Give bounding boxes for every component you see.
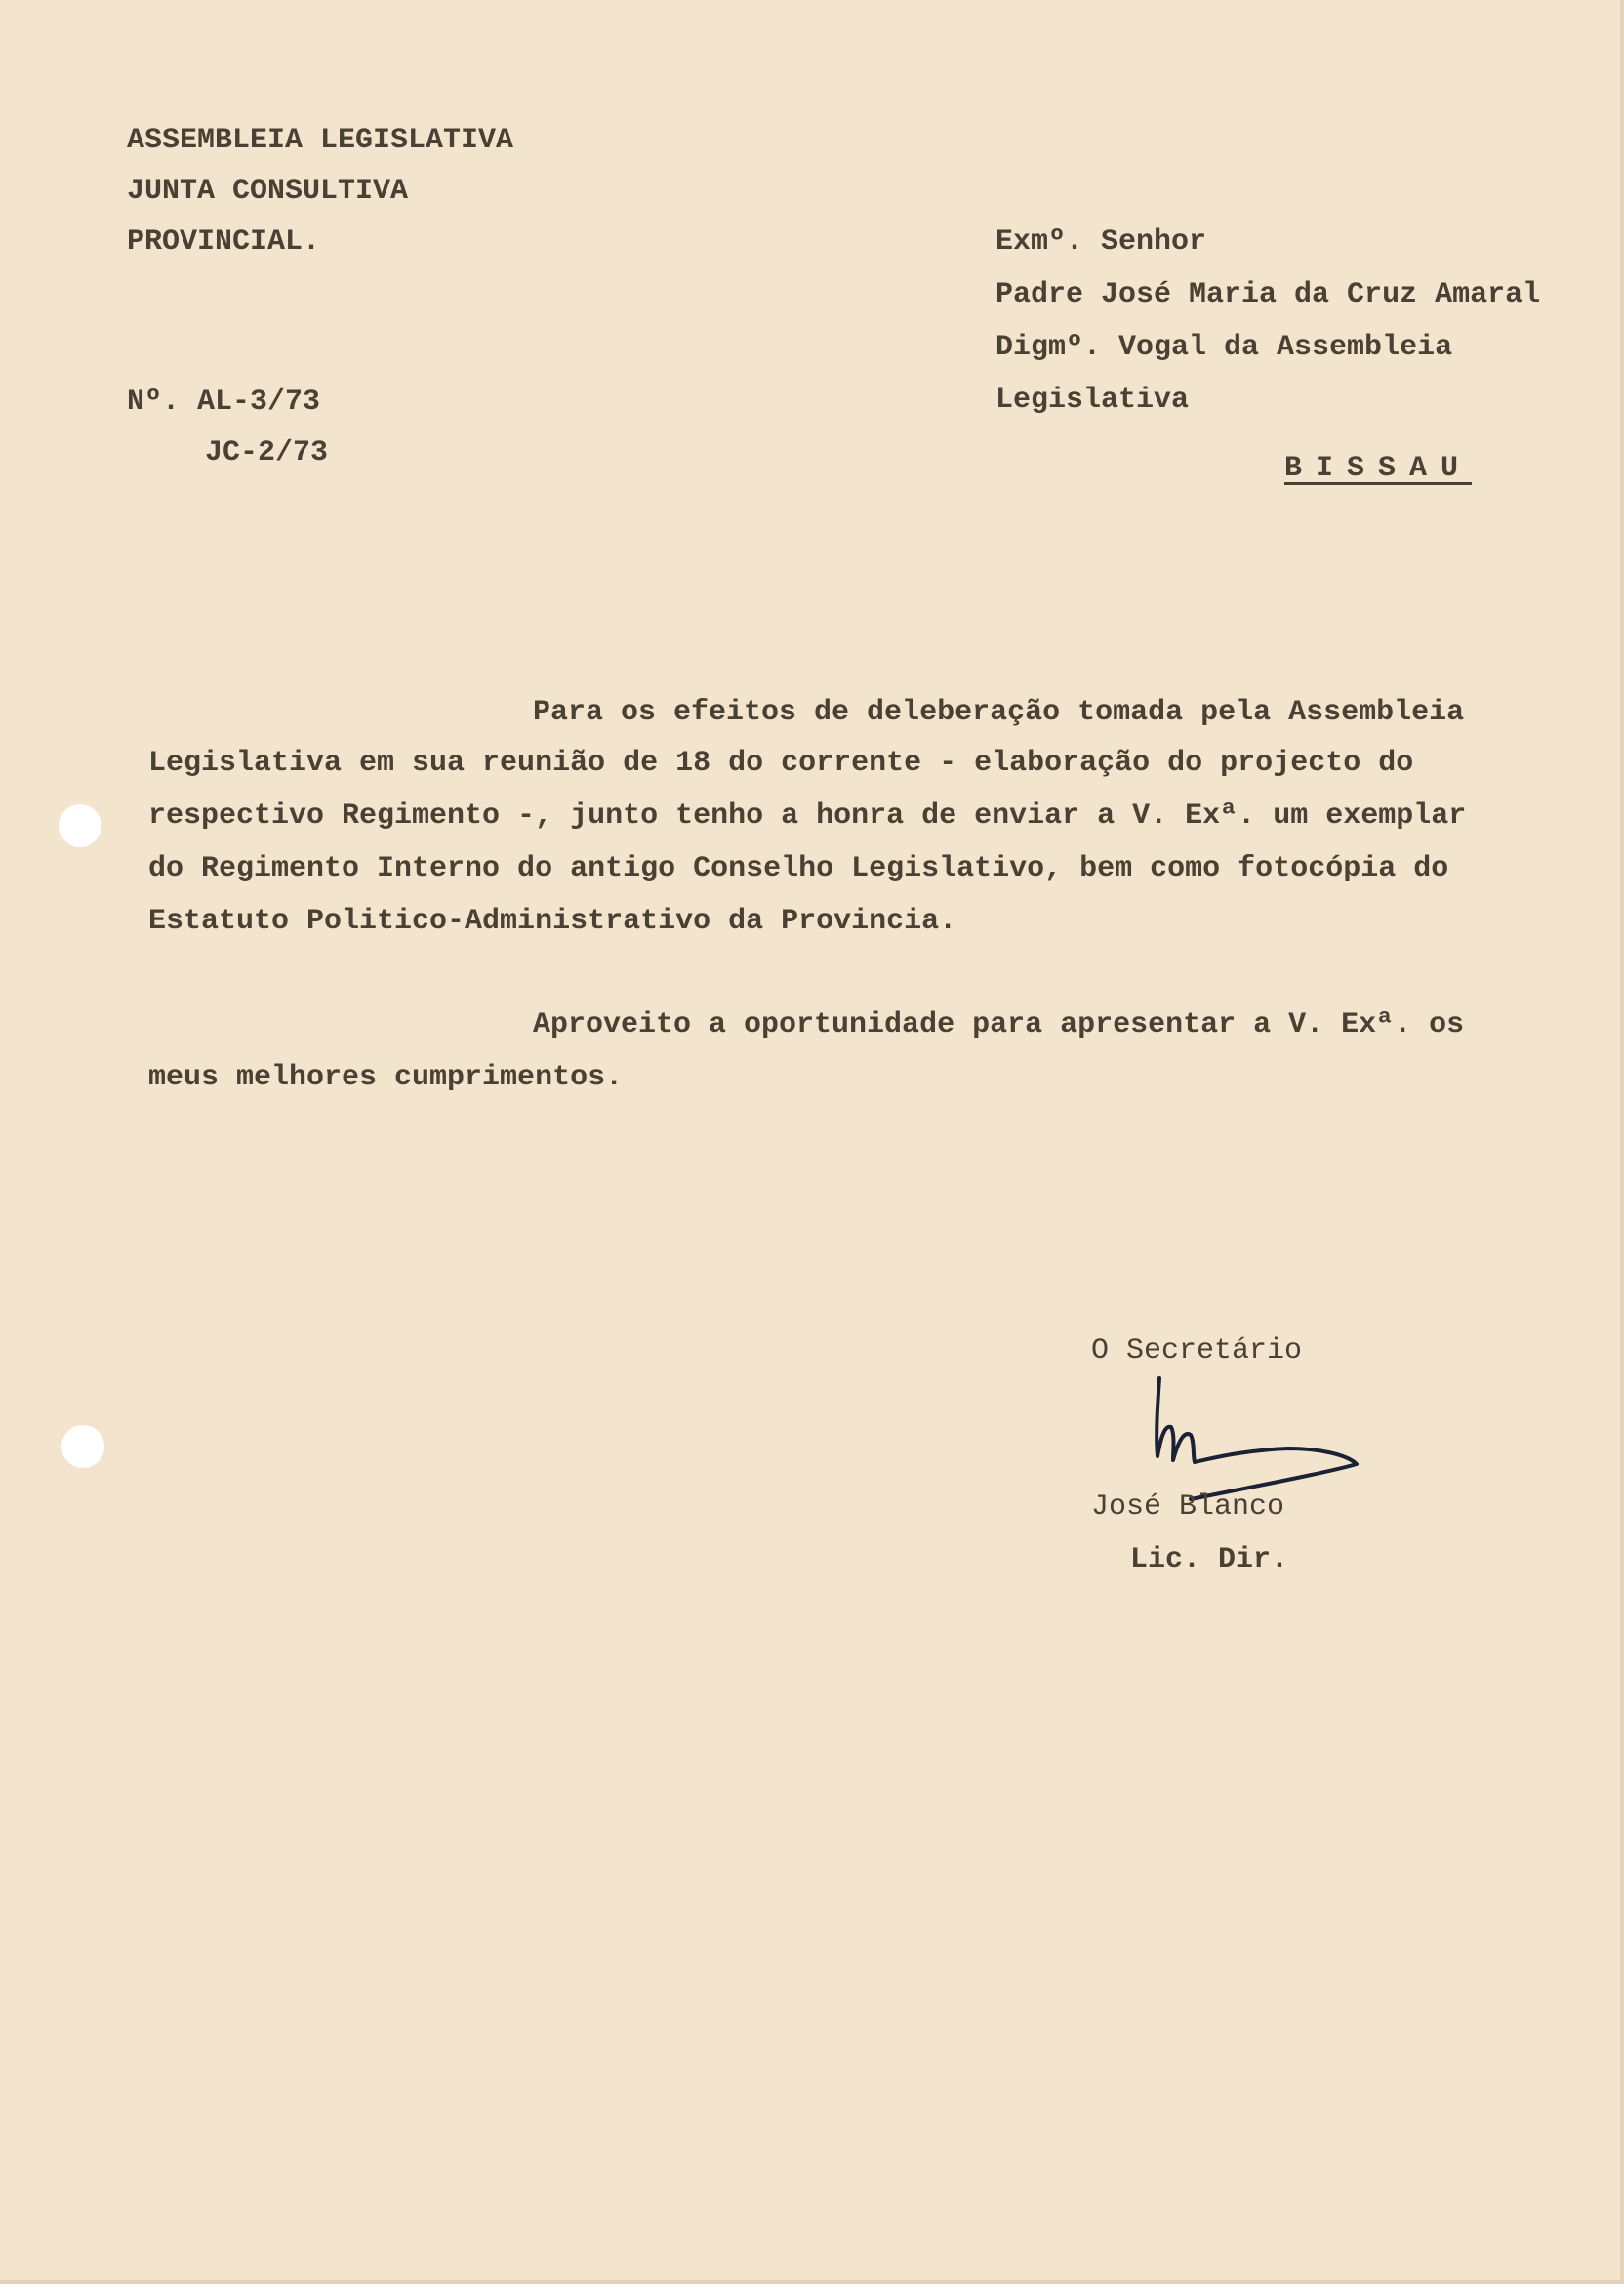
body-p2-line: meus melhores cumprimentos. [148,1061,624,1094]
body-p1-line: Legislativa em sua reunião de 18 do corrente - elaboração do projecto do [148,747,1414,780]
closing-role: O Secretário [1091,1334,1303,1367]
closing-name: José Blanco [1091,1490,1285,1524]
recipient-salutation: Exmº. Senhor [995,225,1207,259]
recipient-title-cont: Legislativa [995,384,1190,417]
body-p1-line: do Regimento Interno do antigo Conselho Legislativo, bem como fotocópia do [148,852,1449,885]
closing-degree: Lic. Dir. [1130,1543,1289,1576]
body-p2-line: Aproveito a oportunidade para apresentar a V. Exª. os [533,1008,1465,1041]
recipient-city: BISSAU [1284,452,1473,485]
reference-number: Nº. AL-3/73 [127,386,321,419]
page-edge-bottom [0,2280,1624,2284]
body-p1-line: Estatuto Politico-Administrativo da Provincia. [148,905,957,938]
recipient-title: Digmº. Vogal da Assembleia [995,331,1453,364]
body-p1-line: respectivo Regimento -, junto tenho a honra de enviar a V. Exª. um exemplar [148,799,1467,833]
punch-hole-top [59,804,102,847]
recipient-name: Padre José Maria da Cruz Amaral [995,278,1541,311]
body-p1-line: Para os efeitos de deleberação tomada pela Assembleia [533,696,1465,729]
sender-line-1: ASSEMBLEIA LEGISLATIVA [127,124,514,157]
reference-sub: JC-2/73 [205,436,329,469]
sender-line-3: PROVINCIAL. [127,225,321,259]
sender-line-2: JUNTA CONSULTIVA [127,175,409,208]
page-edge-right [1620,0,1624,2284]
punch-hole-bottom [61,1425,104,1468]
